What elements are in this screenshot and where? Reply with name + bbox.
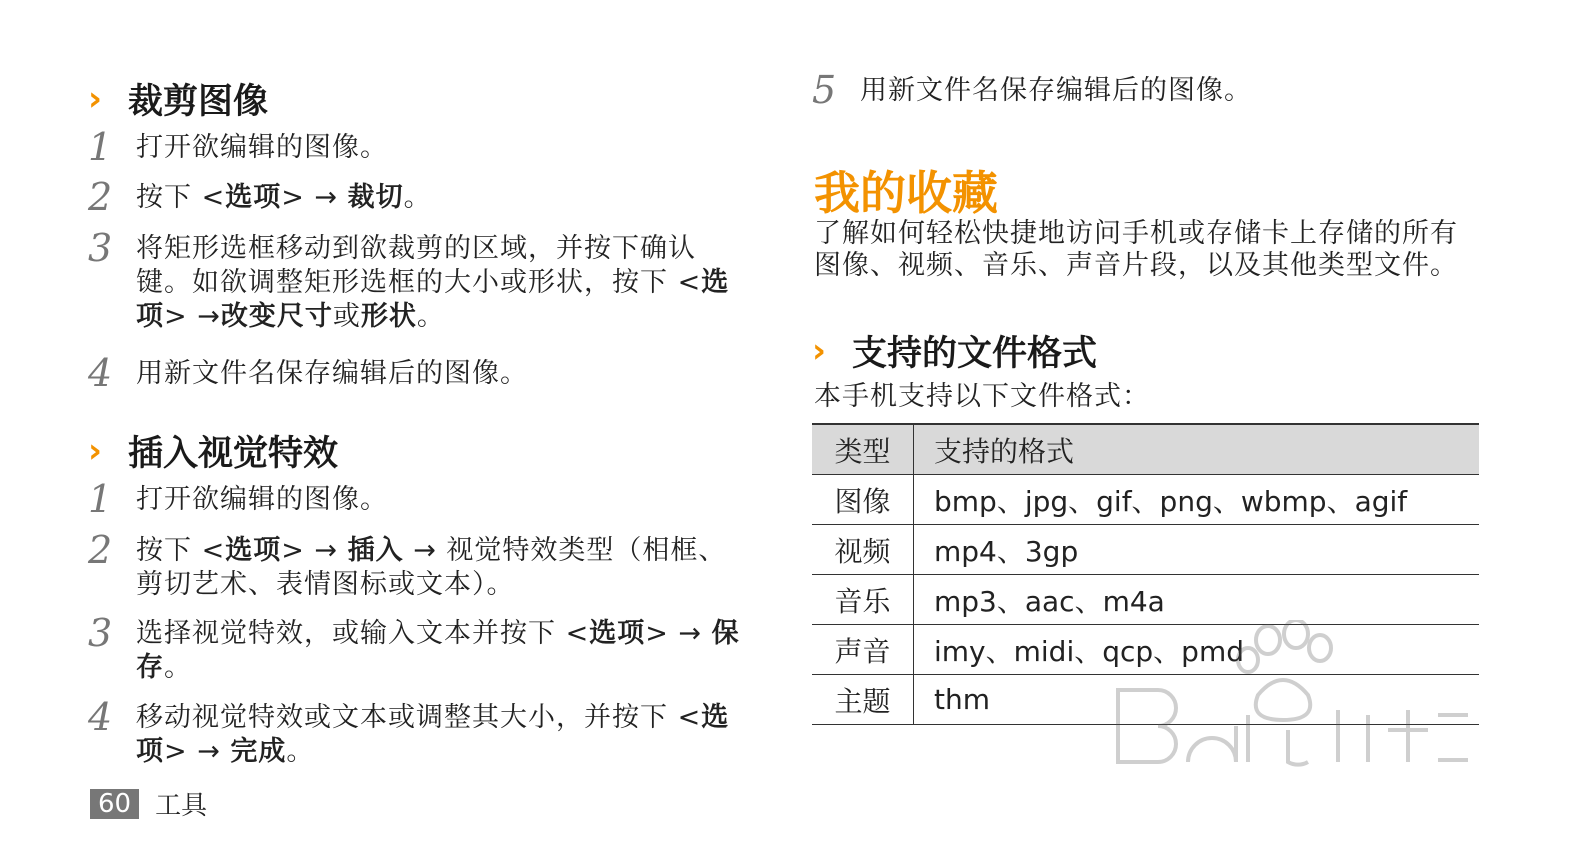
text-segment: > → xyxy=(164,736,231,767)
menu-option-label: 完成 xyxy=(230,736,287,767)
type-cell: 声音 xyxy=(812,625,914,675)
chevron-right-icon: › xyxy=(88,79,103,119)
text-segment: 选择视觉特效，或输入文本并按下 < xyxy=(136,618,590,649)
menu-option-label: 形状 xyxy=(360,301,417,332)
step-text xyxy=(136,181,748,215)
text-segment: 移动视觉特效或文本或调整其大小，并按下 < xyxy=(136,702,702,733)
baidu-jingyan-watermark-logo xyxy=(1108,620,1480,790)
column-header: 类型 xyxy=(812,424,914,475)
format-cell: imy、midi、qcp、pmd xyxy=(914,625,1480,675)
step-item xyxy=(812,68,1492,112)
menu-option-label: 选项 xyxy=(589,618,646,649)
text-segment: → 视觉特效类型（相框、剪切艺术、表情图标或文本）。 xyxy=(136,535,727,600)
chapter-name: 工具 xyxy=(155,791,208,821)
format-cell: thm xyxy=(914,675,1480,725)
text-segment: 。 xyxy=(286,736,315,767)
format-cell: mp3、aac、m4a xyxy=(914,575,1480,625)
column-header: 支持的格式 xyxy=(914,424,1480,475)
text-segment: 将矩形选框移动到欲裁剪的区域，并按下确认键。如欲调整矩形选框的大小或形状，按下 < xyxy=(136,233,702,298)
section-heading-formats xyxy=(812,326,1097,376)
menu-option-label: 改变尺寸 xyxy=(220,301,333,332)
text-segment: > → xyxy=(164,301,221,332)
table-row xyxy=(812,575,1479,625)
step-item xyxy=(88,226,748,334)
text-segment: > → xyxy=(281,535,348,566)
step-item xyxy=(88,528,748,602)
step-number: 4 xyxy=(88,351,113,395)
section-heading-crop xyxy=(88,74,268,124)
type-cell: 主题 xyxy=(812,675,914,725)
menu-option-label: 选项 xyxy=(136,702,730,767)
text-segment: 或 xyxy=(332,301,361,332)
text-segment: 按下 < xyxy=(136,182,226,213)
chevron-right-icon: › xyxy=(88,431,103,471)
step-item xyxy=(88,695,748,769)
step-item xyxy=(88,611,748,685)
step-number: 3 xyxy=(88,611,113,655)
menu-option-label: 选项 xyxy=(136,267,730,332)
menu-option-label: 选项 xyxy=(225,535,282,566)
step-text xyxy=(136,617,748,685)
text-segment: 按下 < xyxy=(136,535,226,566)
step-number: 1 xyxy=(88,477,113,521)
step-number: 3 xyxy=(88,226,113,270)
table-row xyxy=(812,525,1479,575)
page-footer xyxy=(90,785,207,822)
step-text xyxy=(136,483,748,517)
step-item xyxy=(88,351,748,395)
section-title: 支持的文件格式 xyxy=(852,334,1098,374)
step-item xyxy=(88,477,748,521)
table-row xyxy=(812,475,1479,525)
text-segment: 打开欲编辑的图像。 xyxy=(136,484,388,515)
text-segment: 。 xyxy=(164,652,192,683)
type-cell: 音乐 xyxy=(812,575,914,625)
step-number: 1 xyxy=(88,125,113,169)
step-text xyxy=(136,232,748,334)
section-heading-effects xyxy=(88,426,338,476)
step-text xyxy=(136,131,748,165)
menu-option-label: 插入 xyxy=(347,535,404,566)
step-number: 2 xyxy=(88,528,113,572)
section-title: 裁剪图像 xyxy=(128,82,269,122)
menu-option-label: 保存 xyxy=(136,618,740,683)
step-text xyxy=(136,701,748,769)
step-text xyxy=(136,357,748,391)
section-description: 本手机支持以下文件格式： xyxy=(814,381,1150,412)
text-segment: 。 xyxy=(403,182,432,213)
step-number: 5 xyxy=(812,68,837,112)
type-cell: 视频 xyxy=(812,525,914,575)
page-number: 60 xyxy=(90,789,139,819)
text-segment: 。 xyxy=(416,301,445,332)
chevron-right-icon: › xyxy=(812,331,827,371)
step-number: 4 xyxy=(88,695,113,739)
text-segment: > → xyxy=(645,618,712,649)
format-cell: mp4、3gp xyxy=(914,525,1480,575)
step-number: 2 xyxy=(88,175,113,219)
format-cell: bmp、jpg、gif、png、wbmp、agif xyxy=(914,475,1480,525)
step-text: 用新文件名保存编辑后的图像。 xyxy=(860,75,1252,106)
step-text xyxy=(136,534,748,602)
type-cell: 图像 xyxy=(812,475,914,525)
text-segment: 用新文件名保存编辑后的图像。 xyxy=(136,358,528,389)
text-segment: > → xyxy=(281,182,348,213)
text-segment: 打开欲编辑的图像。 xyxy=(136,132,388,163)
step-item xyxy=(88,125,748,169)
section-title: 插入视觉特效 xyxy=(128,434,339,474)
menu-option-label: 选项 xyxy=(225,182,282,213)
table-header-row xyxy=(812,424,1479,475)
intro-paragraph: 了解如何轻松快捷地访问手机或存储卡上存储的所有图像、视频、音乐、声音片段，以及其他类型文件。 xyxy=(814,218,1458,281)
step-item xyxy=(88,175,748,219)
page-title: 我的收藏 xyxy=(814,166,998,220)
menu-option-label: 裁切 xyxy=(347,182,404,213)
